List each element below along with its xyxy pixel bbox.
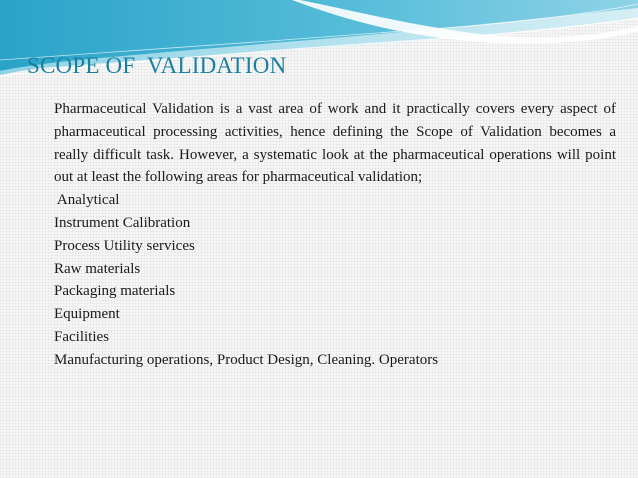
list-item: Process Utility services	[54, 237, 195, 254]
list-item: Facilities	[54, 328, 109, 345]
list-item: Packaging materials	[54, 283, 176, 300]
list-item: Raw materials	[54, 260, 141, 277]
validation-areas-list	[54, 189, 616, 371]
intro-paragraph: Pharmaceutical Validation is a vast area of work and it practically covers every aspect of pharmaceutical processing activities, hence defining the Scope of Validation becomes a really difficult task. However, a systematic look at the pharmaceutical operations will point out at least the following areas for pharmaceutical validation;	[54, 101, 616, 186]
slide-body	[54, 98, 616, 372]
list-item: Instrument Calibration	[54, 214, 191, 231]
list-item: Analytical	[54, 192, 120, 209]
list-item: Manufacturing operations, Product Design, Cleaning. Operators	[54, 351, 439, 368]
list-item: Equipment	[54, 306, 120, 323]
slide-title: SCOPE OF VALIDATION	[27, 53, 287, 78]
